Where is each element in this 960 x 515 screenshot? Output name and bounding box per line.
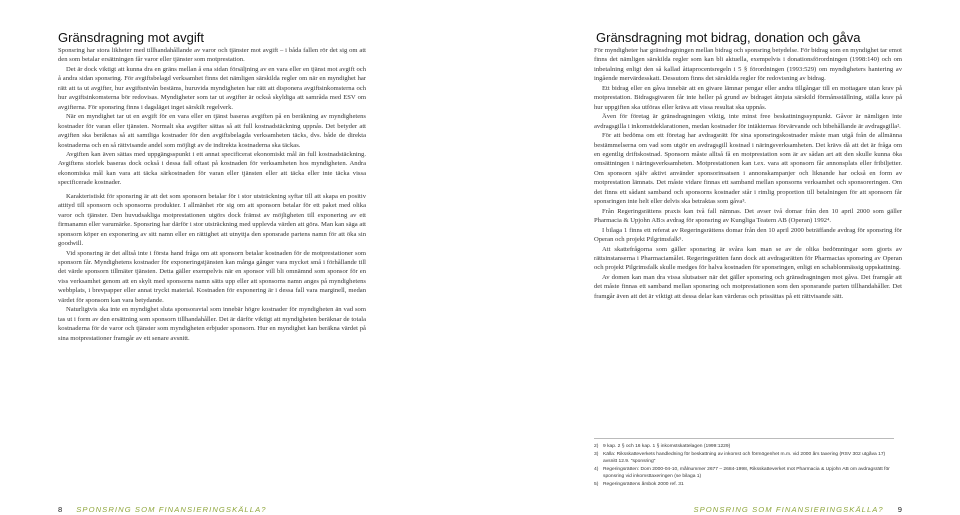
footnote-text: Regeringsrätten: Dom 2000-04-10, målnummer 2677 – 2684-1998, Riksskatteverket mot Pharmacia & Upjohn AB om avdragsrätt för sponsring vid inkomsttaxeringen (se bilaga 1) xyxy=(603,467,890,479)
footnote-text: 9 kap. 2 § och 16 kap. 1 § inkomstskattelagen (1999:1229) xyxy=(603,444,731,449)
footnote-number: 5) xyxy=(594,482,599,487)
right-page-footer xyxy=(693,505,902,514)
paragraph: Sponsring har stora likheter med tillhandahållande av varor och tjänster mot avgift – i båda fallen rör det sig om att den som betalar ersättningen får varor eller tjänster som motprestation. xyxy=(58,47,366,64)
paragraph: Vid sponsring är det alltså inte i första hand fråga om att sponsorn betalar kostnaden för de motprestationer som sponsorn får. Myndighetens kostnader för exponeringstjänsten kan många gånger vara mycket små i förhållande till det värde sponsorn tillmäter tjänsten. Detta gäller exempelvis när en sponsor vill bli omnämnd som sponsor för en viss verksamhet genom att en skylt med sponsorns namn sätts upp eller att sponsorns namn anges på myndighetens webbplats, i brevpapper eller annat tryckt material. Kostnaden för exponering är i dessa fall vara marginell, medan värdet för sponsorn kan vara betydande. xyxy=(58,249,366,304)
paragraph: I bilaga 1 finns ett referat av Regeringsrättens domar från den 10 april 2000 beträffande avdrag för sponsring för Operan och projekt Pilgrimsfalk⁵. xyxy=(594,226,902,244)
paragraph: Av domen kan man dra vissa slutsatser när det gäller sponsring och gränsdragningen mot gåva. Det framgår att det måste finnas ett samband mellan sponsring och motprestationen som den sponsrande parten tillhandahåller. Det framgår även att det är viktigt att dessa delar kan värderas och prissättas på ett rättvisande sätt. xyxy=(594,273,902,300)
footnote xyxy=(594,443,894,450)
footnote-number: 3) xyxy=(594,452,599,457)
left-body-text xyxy=(58,46,366,343)
paragraph: Det är dock viktigt att kunna dra en gräns mellan å ena sidan försäljning av en vara eller en tjänst mot avgift och å andra sidan sponsring. För avgiftsbelagd verksamhet finns det nämligen särskilda regler om när en myndighet har rätt att ta ut avgifter, hur avgiftsnivån bestäms, huruvida myndigheten har rätt att disponera avgiftsinkomsterna och hur avgiftsinkomsterna bör redovisas. Myndigheter som tar ut avgifter är också skyldiga att samråda med ESV om avgifterna. För sponsring finns i dagsläget inget särskilt regelverk. xyxy=(58,65,366,111)
running-title: SPONSRING SOM FINANSIERINGSKÄLLA? xyxy=(76,505,267,514)
footnote xyxy=(594,451,894,465)
paragraph: Karakteristiskt för sponsring är att det som sponsorn betalar för i stor utsträckning syftar till att skapa en positiv attityd till sponsorn och sponsorns produkter. I allmänhet rör sig om att sponsorn betalar för ett paket med olika varor och tjänster. Den huvudsakliga motprestationen utgörs dock främst av möjligheten till exponering av ett firmanamn eller varumärke. Sponsring har därför i stor utsträckning med upplevda värden att göra. Man kan säga att sponsorn köper en exponering av sitt namn eller en rättighet att utnyttja den sponsrade partens namn för att öka sin goodwill. xyxy=(58,192,366,248)
paragraph: För myndigheter har gränsdragningen mellan bidrag och sponsring betydelse. För bidrag som en myndighet tar emot finns det nämligen särskilda regler som kan bli aktuella, exempelvis i donationsförordningen (1998:140) och om inbetalning enligt den så kallad åttaprocentsregeln i 5 § förordningen (1993:529) om myndigheters hantering av ingående mervärdesskatt. Dessutom finns det särskilda regler för redovisning av bidrag. xyxy=(594,47,902,83)
footnote xyxy=(594,481,894,488)
paragraph: För att bedöma om ett företag har avdragsrätt för sina sponsringskostnader måste man utgå från de allmänna bestämmelserna om vad som utgör en avdragsgill kostnad i näringsverksamheten. Det krävs då att det är fråga om en egentlig driftskostnad. Sponsorn måste alltså få en motprestation som är av sådan art att den skulle kunna öka omsättningen i näringsverksamheten. Motprestationen kan t.ex. vara att sponsorn får annonsplats eller fribiljetter. Om sponsorn själv aktivt använder sponsorinsatsen i annonskampanjer och liknande har också en form av motprestation lämnats. Det måste vidare finnas ett samband mellan sponsorns verksamhet och sponsoreringen. Om det finns ett sådant samband och sponsorns kostnader står i rimlig proportion till betalningen för att sponsorn får sponsringen inte helt eller delvis ska betraktas som gåva³. xyxy=(594,132,902,206)
paragraph: Avgiften kan även sättas med uppgängsspunkt i ett annat specificerat ekonomiskt mål än full kostnadstäckning. Avgiftens storlek baseras dock också i dessa fall oftast på kostnaden för verksamheten hos myndigheten. Andra ekonomiska mål kan vara att täcka särkostnaden för varan eller tjänsten eller att täcka eller inte täcka vissa specificerade kostnader. xyxy=(58,150,366,187)
running-title: SPONSRING SOM FINANSIERINGSKÄLLA? xyxy=(693,505,884,514)
footnote-text: Regeringsrättens årsbok 2000 ref. 31 xyxy=(603,482,684,487)
left-page-footer xyxy=(58,505,267,514)
right-body-text xyxy=(594,46,902,301)
footnote-text: Källa: Riksskatteverkets handledning för beskattning av inkomst och förmögenhet m.m. vid 2000 års taxering (RSV 302 utgåva 17) avsnitt 12.9. "sponsring" xyxy=(603,452,886,464)
footnote-number: 4) xyxy=(594,467,599,472)
footnote-number: 2) xyxy=(594,444,599,449)
paragraph: Naturligtvis ska inte en myndighet sluta sponsoravtal som innebär högre kostnader för myndigheten än vad som tas ut i form av den ersättning som sponsorn tillhandahåller. Det är därför viktigt att myndigheten beräknar de totala kostnaderna för de varor och tjänster som myndigheten erbjuder sponsorn. Hur en myndighet kan beräkna värdet på sina motprestationer framgår av ett senare avsnitt. xyxy=(58,306,366,342)
paragraph: Att skattefrågorna som gäller sponsring är svåra kan man se av de olika bedömningar som gjorts av rättsinstanserna i Pharmaciamålet. Regeringsrätten fann dock att avdragsrätten för Pharmacias sponsring av Operan och projekt Pilgrimsfalk skulle medges för halva kostnaden för sponsringen, enligt en schablonmässig uppskattning. xyxy=(594,245,902,272)
page-number: 8 xyxy=(58,505,63,514)
right-page-heading: Gränsdragning mot bidrag, donation och gåva xyxy=(596,30,861,45)
footnotes xyxy=(594,438,894,489)
footnote xyxy=(594,466,894,480)
paragraph: Från Regeringsrättens praxis kan två fall nämnas. Det avser två domar från den 10 april 2000 som gäller Pharmacia & Upjohn AB:s avdrag för sponsring av Kungliga Teatern AB (Operan) 1992⁴. xyxy=(594,207,902,225)
paragraph: Även för företag är gränsdragningen viktig, inte minst free beskattningssynpunkt. Gåvor är nämligen inte avdragsgilla i inkomstdeklarationen, medan kostnader för intäkternas förvärvande och bibehållande är avdragsgilla². xyxy=(594,113,902,130)
paragraph: Ett bidrag eller en gåva innebär att en givare lämnar pengar eller andra tillgångar till en mottagare utan krav på motprestation. Bidragsgivaren får inte heller på grund av bidraget åtnjuta särskild förmånsställning, ställa krav på hur uppgiften ska utföras eller kräva att vissa resultat ska uppnås. xyxy=(594,84,902,111)
paragraph: När en myndighet tar ut en avgift för en vara eller en tjänst baseras avgiften på en beräkning av myndighetens kostnader för varan eller tjänsten. Normalt ska avgifter sättas så att full kostnadstäckning uppnås. Det betyder att avgiften ska beräknas så att samtliga kostnader för den avgiftsbelagda verksamheten täcks, dvs. både de direkta kostnaderna och en så rättvisande andel som möjligt av de indirekta kostnaderna ska täckas. xyxy=(58,113,366,149)
page-number: 9 xyxy=(897,505,902,514)
right-page xyxy=(480,0,960,515)
left-page-heading: Gränsdragning mot avgift xyxy=(58,30,204,45)
